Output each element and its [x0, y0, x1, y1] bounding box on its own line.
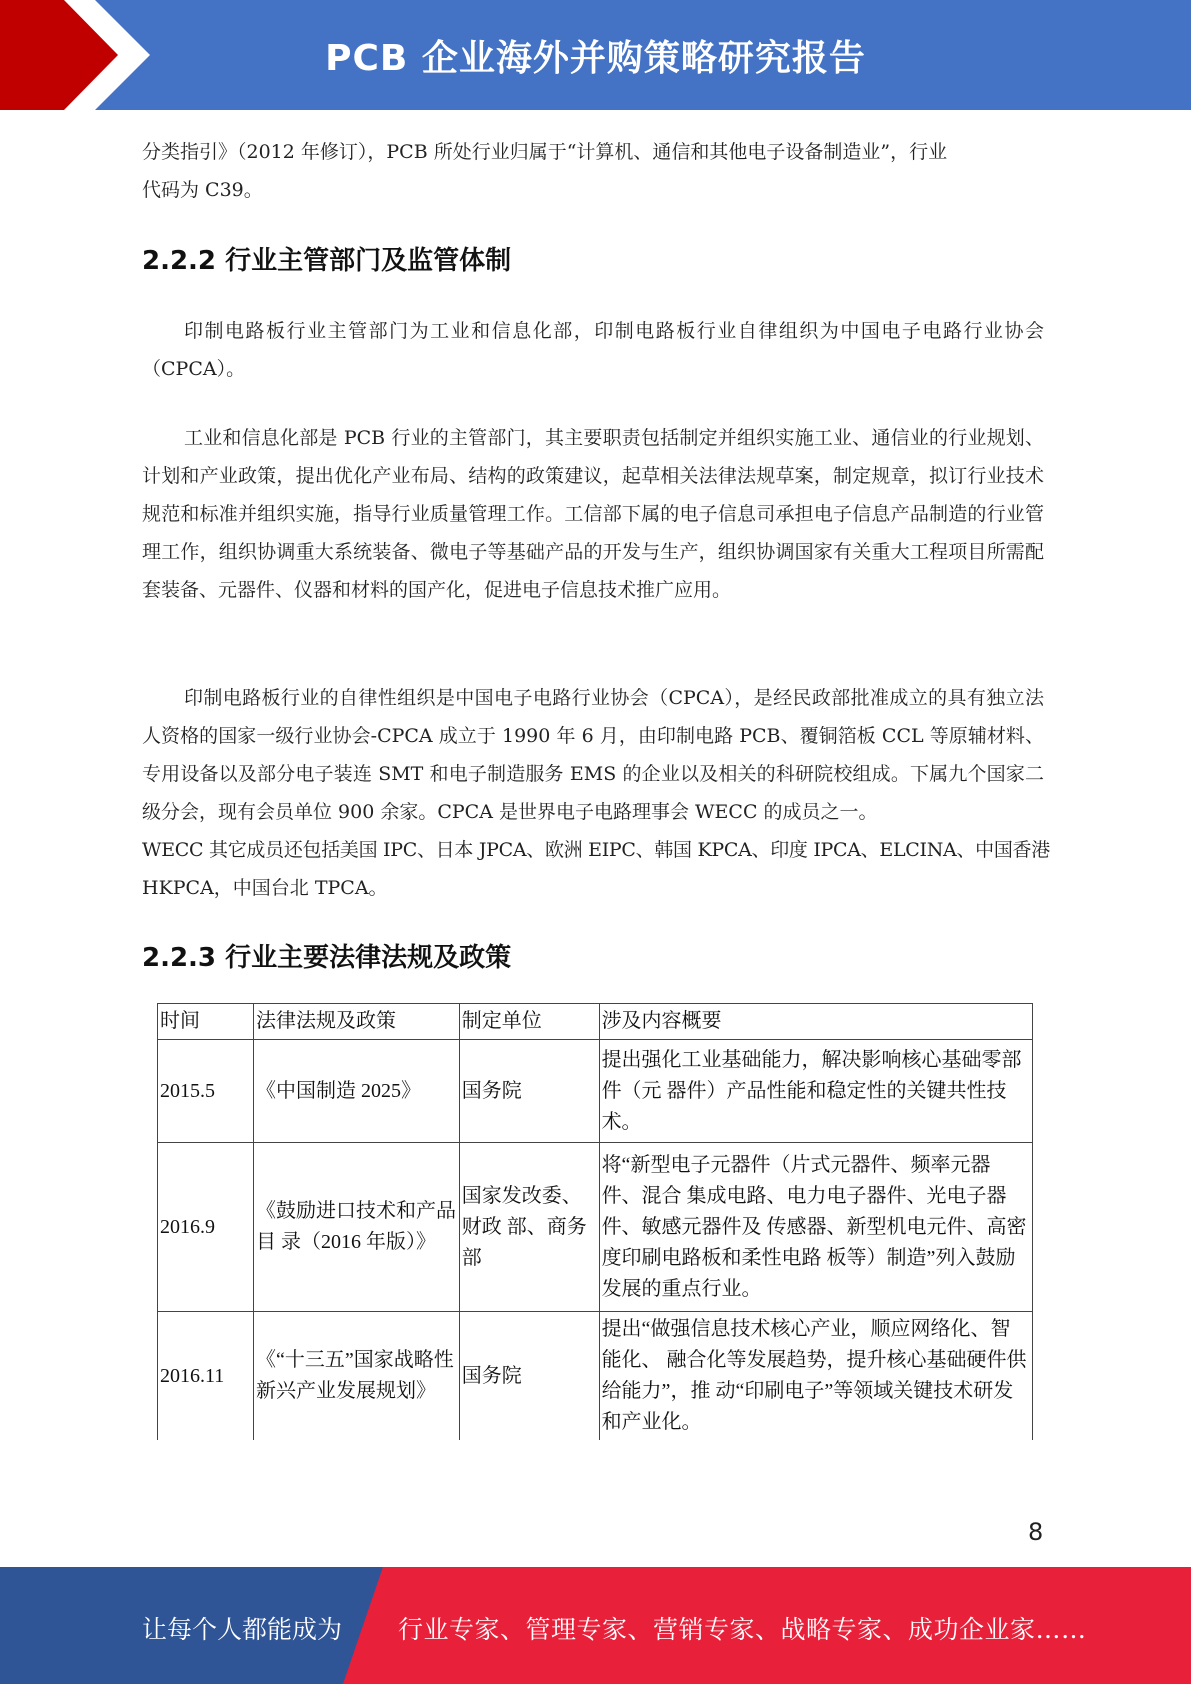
- para-cpca-wecc-line-1: WECC 其它成员还包括美国 IPC、日本 JPCA、欧洲 EIPC、韩国 KPCA、印度 IPCA、ELCINA、中国香港: [142, 839, 1050, 861]
- page-header: [0, 0, 1191, 110]
- cell-unit: 国务院: [459, 1040, 599, 1143]
- table-row: [158, 1040, 1033, 1143]
- page-number: 8: [1028, 1518, 1044, 1546]
- footer-slogan-right: 行业专家、管理专家、营销专家、战略专家、成功企业家……: [398, 1615, 1087, 1644]
- cell-unit: 国家发改委、财政 部、商务部: [459, 1143, 599, 1312]
- cell-summary: 提出强化工业基础能力，解决影响核心基础零部件（元 器件）产品性能和稳定性的关键共性技术。: [599, 1040, 1032, 1143]
- cell-summary: 提出“做强信息技术核心产业，顺应网络化、智能化、 融合化等发展趋势，提升核心基础硬件供给能力”，推 动“印刷电子”等领域关键技术研发和产业化。: [599, 1312, 1032, 1441]
- section-heading-223: 2.2.3 行业主要法律法规及政策: [142, 943, 512, 973]
- para-regulator: 印制电路板行业主管部门为工业和信息化部，印制电路板行业自律组织为中国电子电路行业协会（CPCA）。: [142, 320, 1044, 380]
- header-policy: 法律法规及政策: [253, 1004, 459, 1040]
- table-row: [158, 1312, 1033, 1441]
- cell-summary: 将“新型电子元器件（片式元器件、频率元器件、混合 集成电路、电力电子器件、光电子器件、敏感元器件及 传感器、新型机电元件、高密度印刷电路板和柔性电路 板等）制造”列入鼓励发展的重点行业。: [599, 1143, 1032, 1312]
- intro-line-1: 分类指引》（2012 年修订），PCB 所处行业归属于“计算机、通信和其他电子设备制造业”，行业: [142, 141, 948, 163]
- section-222-para-1: [142, 312, 1044, 388]
- intro-line-2: 代码为 C39。: [142, 179, 263, 201]
- para-cpca: 印制电路板行业的自律性组织是中国电子电路行业协会（CPCA），是经民政部批准成立的具有独立法人资格的国家一级行业协会-CPCA 成立于 1990 年 6 月，由印制电路 PCB、覆铜箔板 CCL 等原辅材料、专用设备以及部分电子装连 SMT 和电子制造服务 EMS 的企业以及相关的科研院校组成。下属九个国家二级分会，现有会员单位 900 余家。CPCA 是世界电子电路理事会 WECC 的成员之一。: [142, 687, 1044, 823]
- cell-unit: 国务院: [459, 1312, 599, 1441]
- para-miit-duties: 工业和信息化部是 PCB 行业的主管部门，其主要职责包括制定并组织实施工业、通信业的行业规划、计划和产业政策，提出优化产业布局、结构的政策建议，起草相关法律法规草案，制定规章，拟订行业技术规范和标准并组织实施，指导行业质量管理工作。工信部下属的电子信息司承担电子信息产品制造的行业管理工作，组织协调重大系统装备、微电子等基础产品的开发与生产，组织协调国家有关重大工程项目所需配套装备、元器件、仪器和材料的国产化，促进电子信息技术推广应用。: [142, 427, 1044, 601]
- cell-time: 2016.11: [158, 1312, 254, 1441]
- cell-time: 2015.5: [158, 1040, 254, 1143]
- table-row: [158, 1143, 1033, 1312]
- policy-table: [157, 1003, 1033, 1440]
- section-222-para-2: [142, 419, 1044, 609]
- report-title: PCB 企业海外并购策略研究报告: [325, 38, 866, 79]
- cell-policy: 《中国制造 2025》: [253, 1040, 459, 1143]
- section-heading-222: 2.2.2 行业主管部门及监管体制: [142, 246, 512, 276]
- table-header-row: [158, 1004, 1033, 1040]
- cell-policy: 《鼓励进口技术和产品目 录（2016 年版）》: [253, 1143, 459, 1312]
- footer-slogan-left: 让每个人都能成为: [142, 1615, 343, 1644]
- header-unit: 制定单位: [459, 1004, 599, 1040]
- cell-policy: 《“十三五”国家战略性 新兴产业发展规划》: [253, 1312, 459, 1441]
- intro-paragraph: [142, 133, 1044, 209]
- page-footer: [0, 1567, 1191, 1684]
- para-cpca-wecc-line-2: HKPCA，中国台北 TPCA。: [142, 877, 388, 899]
- cell-time: 2016.9: [158, 1143, 254, 1312]
- header-time: 时间: [158, 1004, 254, 1040]
- section-222-para-3: [142, 679, 1050, 907]
- header-summary: 涉及内容概要: [599, 1004, 1032, 1040]
